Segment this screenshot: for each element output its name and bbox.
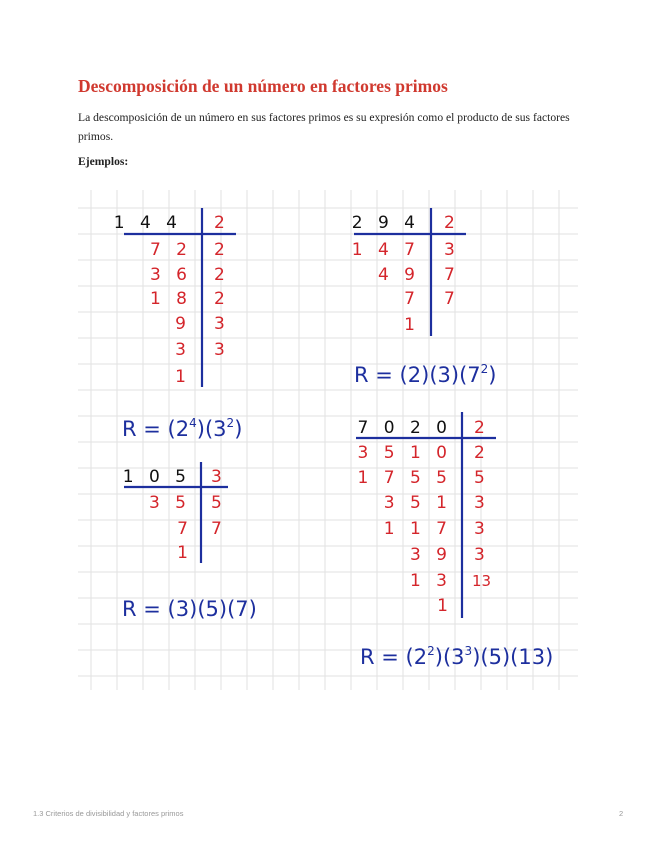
dividend: 3 5 1 0 (357, 443, 452, 463)
dividend: 1 4 7 (351, 240, 420, 260)
divisor: 2 (444, 213, 455, 233)
dividend: 7 (177, 519, 188, 539)
dividend: 3 5 (148, 493, 191, 513)
factorization-figure (78, 190, 578, 690)
example-294 (352, 208, 466, 336)
footer-page-number: 2 (619, 809, 624, 818)
result-7020: $R = (2^2)(3^3)(5)(13)$ (360, 644, 554, 669)
intro-paragraph: La descomposición de un número en sus factores primos es su expresión como el producto de sus factores primos. (78, 111, 570, 143)
example-144 (114, 208, 236, 387)
examples-heading: Ejemplos: (78, 155, 129, 168)
result-105: R = (3)(5)(7) (122, 597, 257, 621)
divisor: 13 (472, 572, 492, 590)
dividend: 3 5 1 (383, 493, 452, 513)
dividend: 1 0 5 (122, 467, 191, 487)
dividend: 7 (404, 289, 415, 309)
dividend: 2 9 4 (351, 213, 420, 233)
divisor: 5 (474, 468, 485, 488)
result-144: $R = (2^4)(3^2)$ (122, 416, 243, 441)
dividend: 3 6 (149, 265, 192, 285)
divisor: 7 (211, 519, 222, 539)
dividend: 7 2 (149, 240, 192, 260)
dividend: 1 (177, 543, 188, 563)
dividend: 4 9 (377, 265, 420, 285)
dividend: 1 8 (149, 289, 192, 309)
dividend: 1 3 (409, 571, 452, 591)
divisor: 2 (474, 418, 485, 438)
dividend: 3 9 (409, 545, 452, 565)
divisor: 3 (444, 240, 455, 260)
dividend: 1 (437, 596, 448, 616)
divisor: 3 (474, 519, 485, 539)
dividend: 7 0 2 0 (357, 418, 452, 438)
divisor: 2 (474, 443, 485, 463)
dividend: 1 (404, 315, 415, 335)
dividend: 1 1 7 (383, 519, 452, 539)
divisor: 3 (474, 545, 485, 565)
divisor: 2 (214, 265, 225, 285)
dividend: 1 7 5 5 (357, 468, 452, 488)
handwritten-grid (78, 190, 578, 690)
divisor: 3 (214, 314, 225, 334)
dividend: 3 (175, 340, 186, 360)
footer-section-title: 1.3 Criterios de divisibilidad y factores primos (33, 809, 184, 818)
page-title: Descomposición de un número en factores primos (78, 76, 448, 96)
divisor: 2 (214, 213, 225, 233)
divisor: 2 (214, 240, 225, 260)
dividend: 1 (175, 367, 186, 387)
result-294: $R = (2)(3)(7^2)$ (354, 362, 497, 387)
dividend: 9 (175, 314, 186, 334)
divisor: 7 (444, 265, 455, 285)
divisor: 2 (214, 289, 225, 309)
divisor: 3 (214, 340, 225, 360)
example-105 (123, 462, 228, 563)
divisor: 3 (474, 493, 485, 513)
divisor: 7 (444, 289, 455, 309)
dividend: 1 4 4 (113, 213, 182, 233)
divisor: 5 (211, 493, 222, 513)
divisor: 3 (211, 467, 222, 487)
